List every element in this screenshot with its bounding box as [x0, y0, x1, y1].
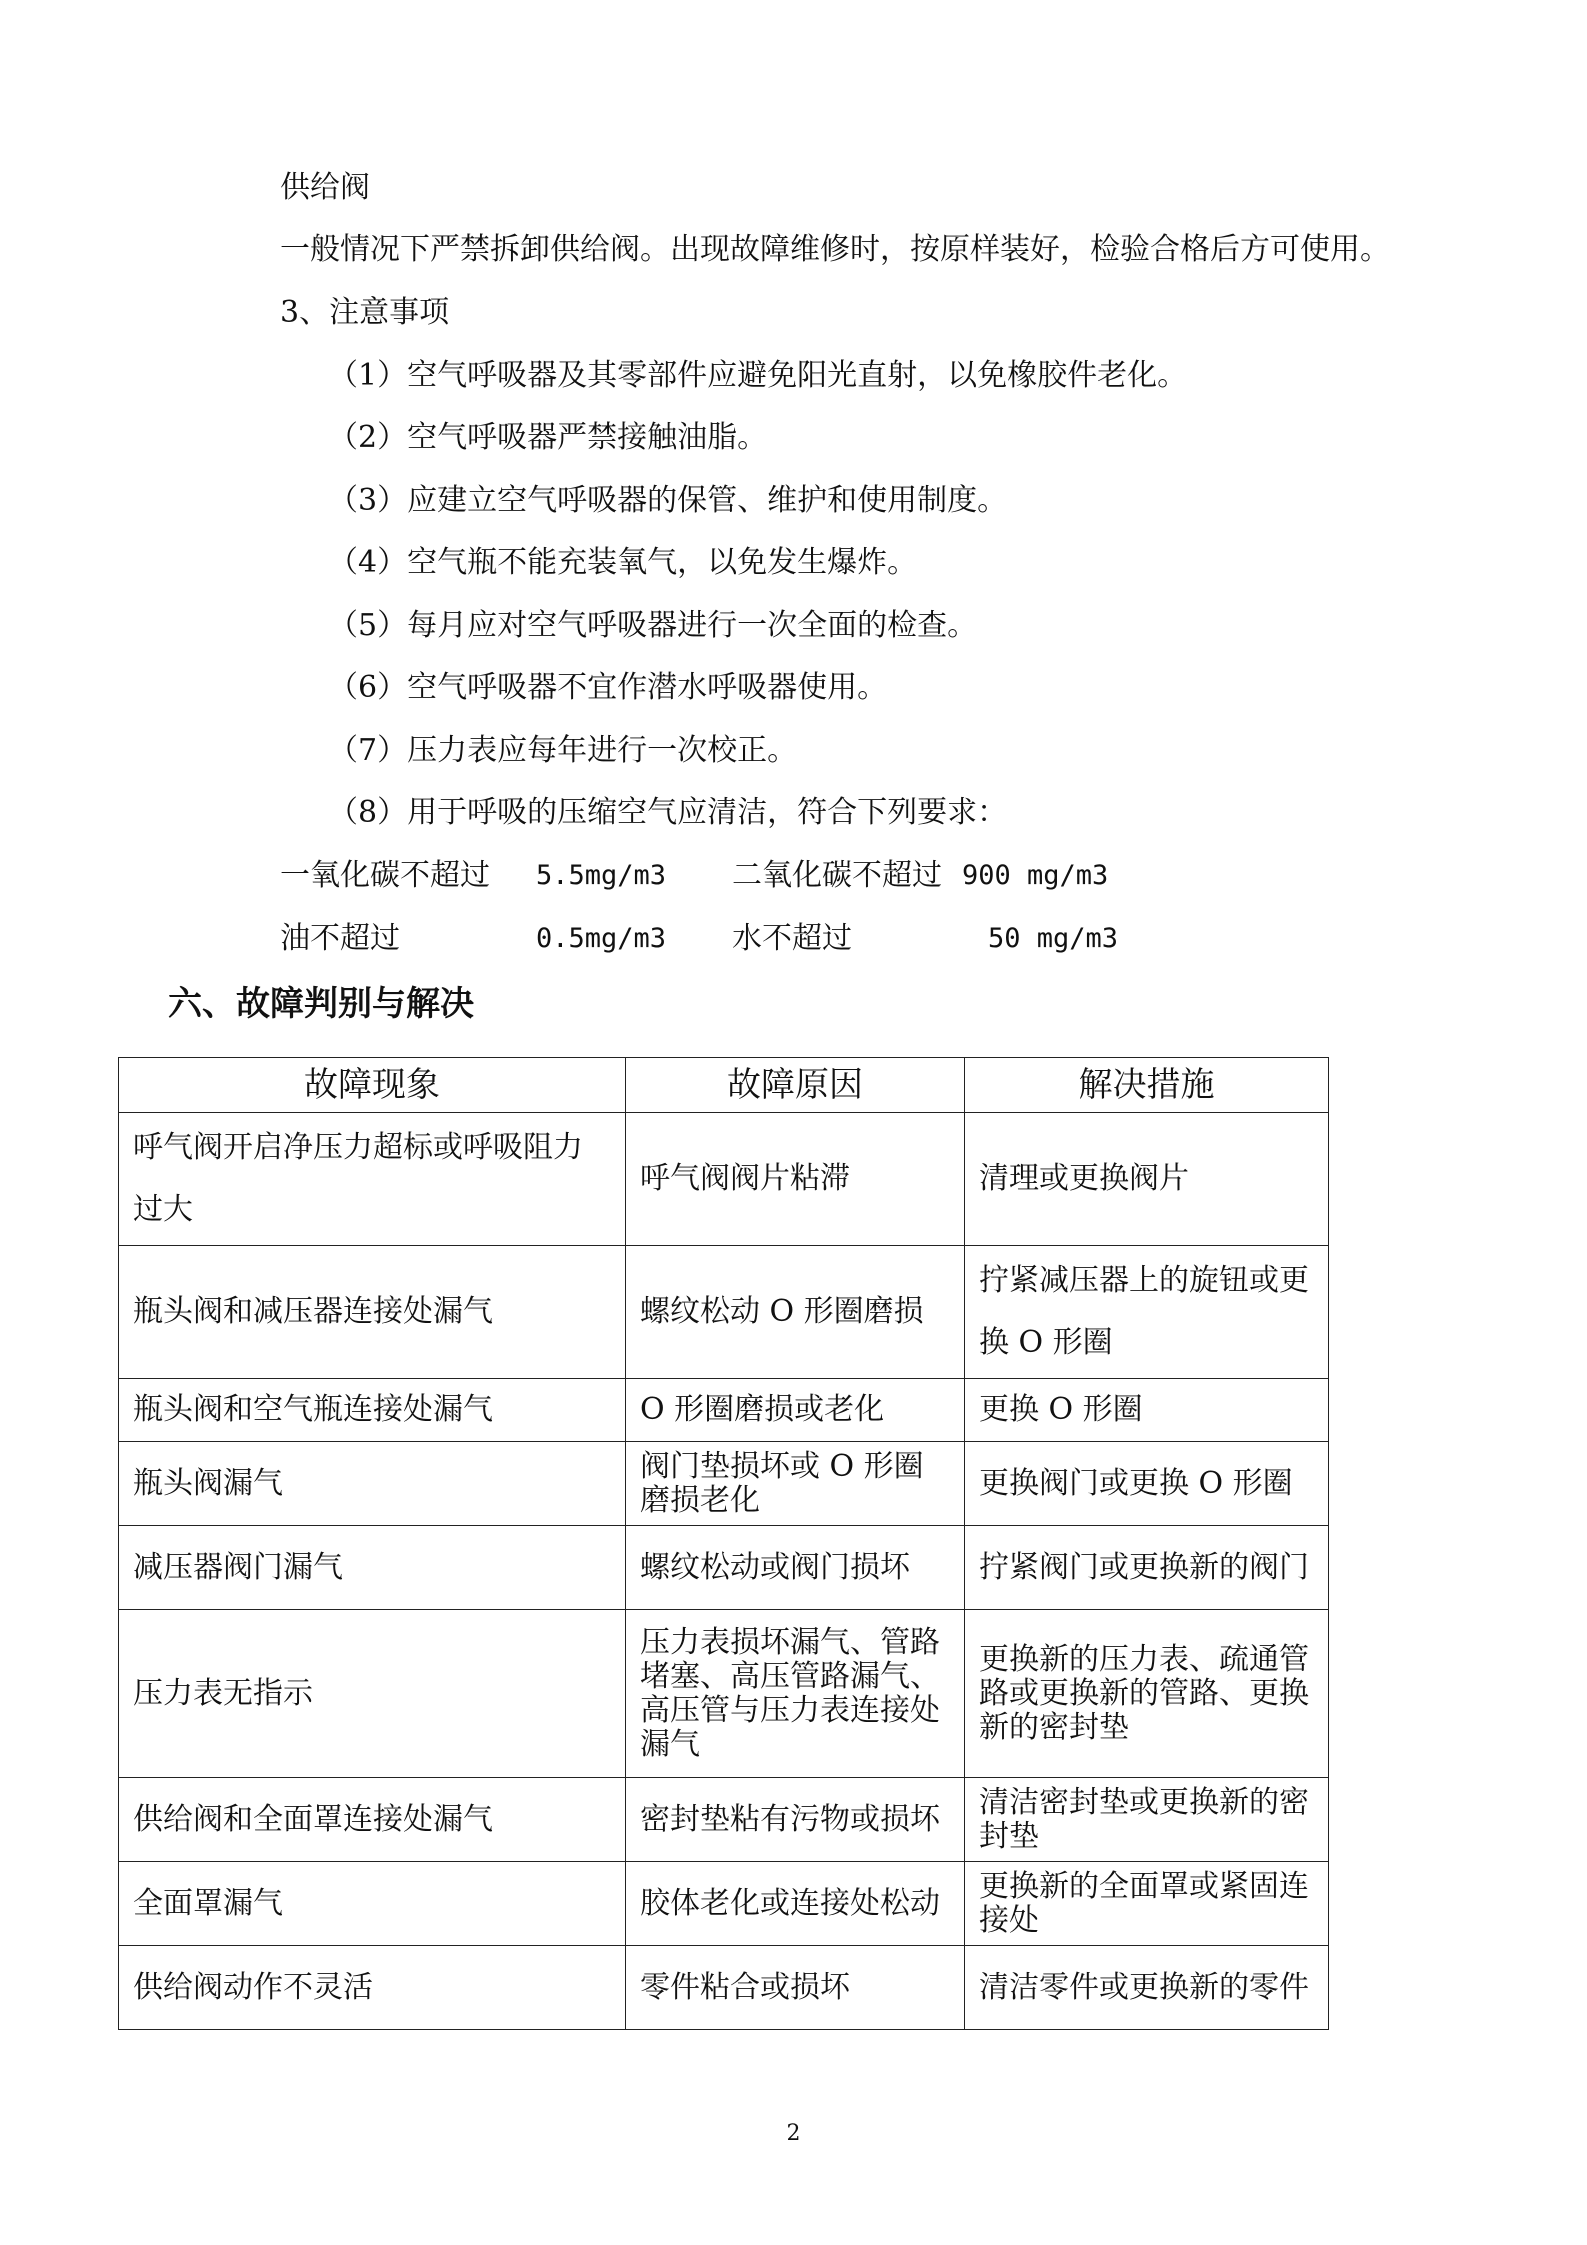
- table-row: [119, 1862, 1329, 1946]
- phenomenon-cell: 呼气阀开启净压力超标或呼吸阻力过大: [119, 1113, 626, 1246]
- header-cause: 故障原因: [626, 1058, 965, 1113]
- notes-heading: 3、注意事项: [280, 295, 450, 330]
- cause-cell: 阀门垫损坏或 O 形圈磨损老化: [626, 1442, 965, 1526]
- solution-cell: 清理或更换阀片: [965, 1113, 1329, 1246]
- page-number: 2: [786, 2121, 801, 2146]
- oil-label: 油不超过: [280, 921, 400, 956]
- solution-cell: 更换 O 形圈: [965, 1379, 1329, 1442]
- phenomenon-cell: 瓶头阀和减压器连接处漏气: [119, 1246, 626, 1379]
- phenomenon-cell: 供给阀动作不灵活: [119, 1946, 626, 2030]
- note-item: （3）应建立空气呼吸器的保管、维护和使用制度。: [328, 483, 1008, 518]
- phenomenon-cell: 瓶头阀和空气瓶连接处漏气: [119, 1379, 626, 1442]
- solution-cell: 更换新的压力表、疏通管路或更换新的管路、更换新的密封垫: [965, 1610, 1329, 1778]
- note-item: （1）空气呼吸器及其零部件应避免阳光直射，以免橡胶件老化。: [328, 358, 1188, 393]
- supply-valve-text: 一般情况下严禁拆卸供给阀。出现故障维修时，按原样装好，检验合格后方可使用。: [280, 232, 1390, 267]
- note-item: （7）压力表应每年进行一次校正。: [328, 733, 798, 768]
- solution-cell: 拧紧减压器上的旋钮或更换 O 形圈: [965, 1246, 1329, 1379]
- table-row: [119, 1778, 1329, 1862]
- table-row: [119, 1526, 1329, 1610]
- note-item: （4）空气瓶不能充装氧气，以免发生爆炸。: [328, 545, 918, 580]
- water-label: 水不超过: [732, 921, 852, 956]
- solution-cell: 清洁密封垫或更换新的密封垫: [965, 1778, 1329, 1862]
- cause-cell: 呼气阀阀片粘滞: [626, 1113, 965, 1246]
- header-solution: 解决措施: [965, 1058, 1329, 1113]
- table-header-row: [119, 1058, 1329, 1113]
- phenomenon-cell: 压力表无指示: [119, 1610, 626, 1778]
- cause-cell: 胶体老化或连接处松动: [626, 1862, 965, 1946]
- table-row: [119, 1246, 1329, 1379]
- cause-cell: 压力表损坏漏气、管路堵塞、高压管路漏气、高压管与压力表连接处漏气: [626, 1610, 965, 1778]
- note-item: （6）空气呼吸器不宜作潜水呼吸器使用。: [328, 670, 888, 705]
- note-item: （8）用于呼吸的压缩空气应清洁，符合下列要求：: [328, 795, 1008, 830]
- phenomenon-cell: 减压器阀门漏气: [119, 1526, 626, 1610]
- table-row: [119, 1442, 1329, 1526]
- solution-cell: 更换阀门或更换 O 形圈: [965, 1442, 1329, 1526]
- table-row: [119, 1379, 1329, 1442]
- table-row: [119, 1610, 1329, 1778]
- solution-cell: 清洁零件或更换新的零件: [965, 1946, 1329, 2030]
- cause-cell: 螺纹松动或阀门损坏: [626, 1526, 965, 1610]
- cause-cell: 螺纹松动 O 形圈磨损: [626, 1246, 965, 1379]
- section-title: 六、故障判别与解决: [168, 984, 474, 1024]
- note-item: （5）每月应对空气呼吸器进行一次全面的检查。: [328, 608, 978, 643]
- table-row: [119, 1946, 1329, 2030]
- phenomenon-cell: 全面罩漏气: [119, 1862, 626, 1946]
- header-phenomenon: 故障现象: [119, 1058, 626, 1113]
- table-row: [119, 1113, 1329, 1246]
- co2-value: 900 mg/m3: [962, 860, 1109, 891]
- phenomenon-cell: 瓶头阀漏气: [119, 1442, 626, 1526]
- solution-cell: 更换新的全面罩或紧固连接处: [965, 1862, 1329, 1946]
- note-item: （2）空气呼吸器严禁接触油脂。: [328, 420, 768, 455]
- cause-cell: 密封垫粘有污物或损坏: [626, 1778, 965, 1862]
- fault-table: [118, 1057, 1329, 2030]
- water-value: 50 mg/m3: [988, 923, 1119, 954]
- phenomenon-cell: 供给阀和全面罩连接处漏气: [119, 1778, 626, 1862]
- cause-cell: O 形圈磨损或老化: [626, 1379, 965, 1442]
- cause-cell: 零件粘合或损坏: [626, 1946, 965, 2030]
- solution-cell: 拧紧阀门或更换新的阀门: [965, 1526, 1329, 1610]
- co-value: 5.5mg/m3: [536, 860, 667, 891]
- supply-valve-heading: 供给阀: [280, 170, 370, 205]
- co2-label: 二氧化碳不超过: [732, 858, 942, 893]
- co-label: 一氧化碳不超过: [280, 858, 490, 893]
- oil-value: 0.5mg/m3: [536, 923, 667, 954]
